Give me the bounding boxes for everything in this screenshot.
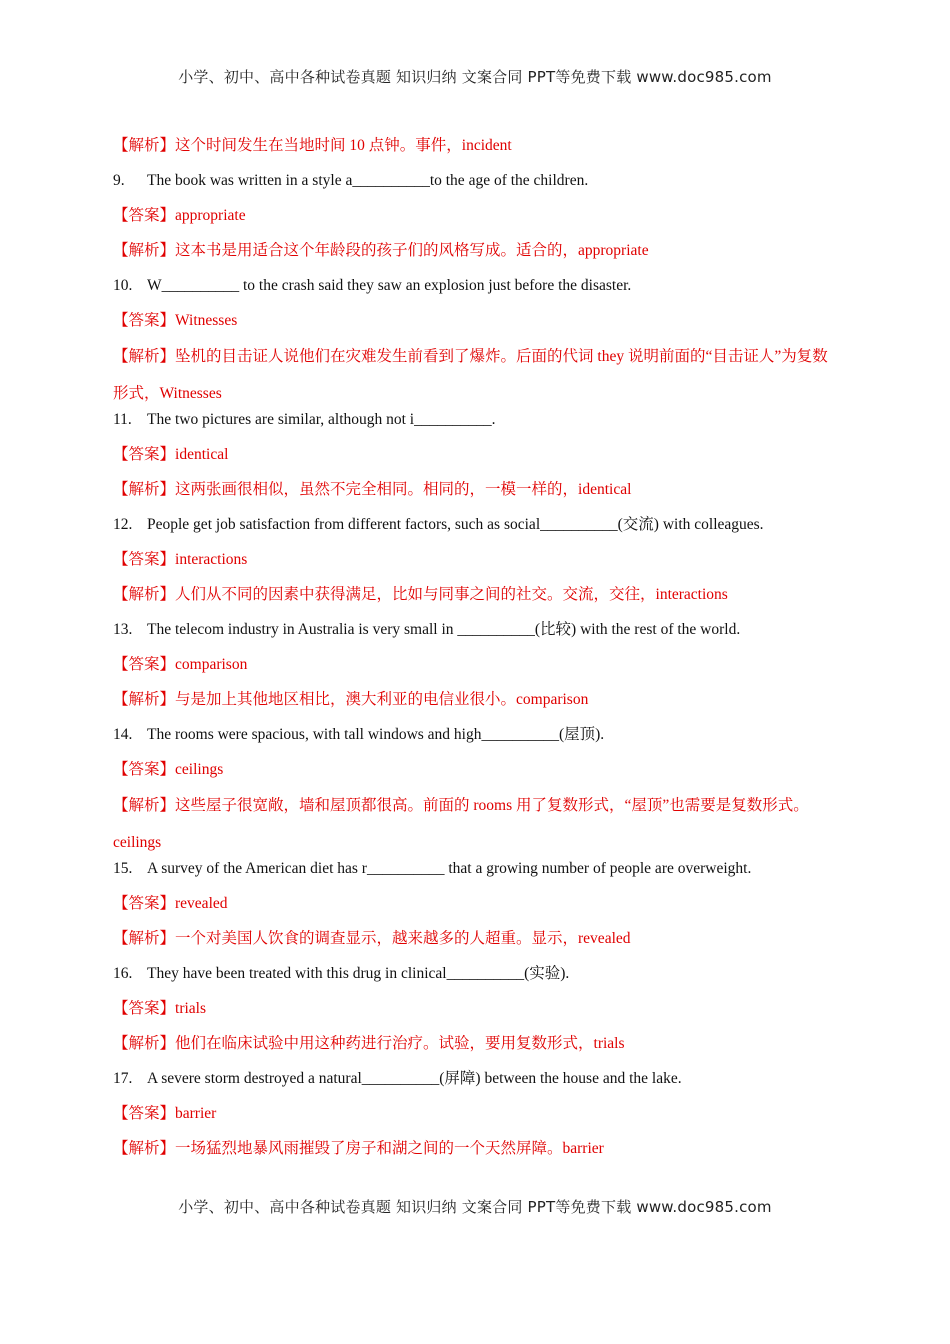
- question-text: The rooms were spacious, with tall windows and high__________(屋顶).: [147, 726, 605, 743]
- header-banner: 小学、初中、高中各种试卷真题 知识归纳 文案合同 PPT等免费下载 www.doc985.com: [178, 68, 772, 86]
- answer-label: 【答案】: [113, 207, 176, 224]
- question-14: [113, 725, 843, 760]
- explanation-9: [113, 241, 843, 276]
- answer-11: [113, 445, 843, 480]
- question-9: [113, 171, 843, 206]
- answer-text: trials: [175, 1000, 207, 1017]
- exercise-content: [113, 136, 843, 1174]
- explanation-label: 【解析】: [113, 1140, 176, 1157]
- question-text: A severe storm destroyed a natural__________(屏障) between the house and the lake.: [147, 1070, 682, 1087]
- explanation-label: 【解析】: [113, 348, 176, 365]
- answer-12: [113, 550, 843, 585]
- answer-text: appropriate: [175, 207, 246, 224]
- answer-label: 【答案】: [113, 895, 176, 912]
- intro-explanation: 【解析】这个时间发生在当地时间 10 点钟。事件，incident: [113, 137, 512, 154]
- explanation-label: 【解析】: [113, 242, 176, 259]
- explanation-text: 这两张画很相似，虽然不完全相同。相同的，一模一样的，identical: [175, 481, 632, 498]
- question-number: 16.: [113, 965, 133, 982]
- answer-15: [113, 894, 843, 929]
- answer-label: 【答案】: [113, 551, 176, 568]
- explanation-label: 【解析】: [113, 930, 176, 947]
- answer-label: 【答案】: [113, 312, 176, 329]
- answer-text: barrier: [175, 1105, 217, 1122]
- explanation-label: 【解析】: [113, 691, 176, 708]
- question-text: The two pictures are similar, although not i__________.: [147, 411, 496, 428]
- answer-9: [113, 206, 843, 241]
- answer-text: identical: [175, 446, 229, 463]
- explanation-label: 【解析】: [113, 586, 176, 603]
- question-number: 11.: [113, 411, 132, 428]
- answer-text: comparison: [175, 656, 248, 673]
- explanation-text: 他们在临床试验中用这种药进行治疗。试验，要用复数形式，trials: [175, 1035, 625, 1052]
- explanation-15: [113, 929, 843, 964]
- explanation-12: [113, 585, 843, 620]
- question-number: 9.: [113, 172, 125, 189]
- question-text: The book was written in a style a__________to the age of the children.: [147, 172, 589, 189]
- answer-text: ceilings: [175, 761, 224, 778]
- answer-label: 【答案】: [113, 761, 176, 778]
- explanation-text: 这些屋子很宽敞，墙和屋顶都很高。前面的 rooms 用了复数形式，“屋顶”也需要是复数形式。ceilings: [113, 797, 809, 851]
- footer-banner: 小学、初中、高中各种试卷真题 知识归纳 文案合同 PPT等免费下载 www.doc985.com: [178, 1198, 772, 1216]
- explanation-label: 【解析】: [113, 1035, 176, 1052]
- answer-text: revealed: [175, 895, 228, 912]
- question-16: [113, 964, 843, 999]
- question-13: [113, 620, 843, 655]
- explanation-text: 一个对美国人饮食的调查显示，越来越多的人超重。显示，revealed: [175, 930, 631, 947]
- question-12: [113, 515, 843, 550]
- answer-17: [113, 1104, 843, 1139]
- explanation-text: 与是加上其他地区相比，澳大利亚的电信业很小。comparison: [175, 691, 589, 708]
- question-text: People get job satisfaction from different factors, such as social__________(交流) with colleagues.: [147, 516, 764, 533]
- answer-label: 【答案】: [113, 1000, 176, 1017]
- question-17: [113, 1069, 843, 1104]
- explanation-16: [113, 1034, 843, 1069]
- explanation-text: 人们从不同的因素中获得满足，比如与同事之间的社交。交流，交往，interactions: [175, 586, 728, 603]
- question-text: They have been treated with this drug in clinical__________(实验).: [147, 965, 570, 982]
- question-10: [113, 276, 843, 311]
- explanation-10: [113, 338, 843, 412]
- answer-13: [113, 655, 843, 690]
- explanation-text: 一场猛烈地暴风雨摧毁了房子和湖之间的一个天然屏障。barrier: [175, 1140, 604, 1157]
- question-11: [113, 410, 843, 445]
- question-text: W__________ to the crash said they saw an explosion just before the disaster.: [147, 277, 632, 294]
- explanation-label: 【解析】: [113, 481, 176, 498]
- explanation-13: [113, 690, 843, 725]
- explanation-text: 坠机的目击证人说他们在灾难发生前看到了爆炸。后面的代词 they 说明前面的“目击证人”为复数形式，Witnesses: [113, 348, 828, 402]
- answer-16: [113, 999, 843, 1034]
- explanation-label: 【解析】: [113, 137, 176, 154]
- answer-label: 【答案】: [113, 1105, 176, 1122]
- question-text: A survey of the American diet has r__________ that a growing number of people are overweight.: [147, 860, 752, 877]
- explanation-17: [113, 1139, 843, 1174]
- question-number: 12.: [113, 516, 133, 533]
- answer-label: 【答案】: [113, 446, 176, 463]
- answer-label: 【答案】: [113, 656, 176, 673]
- explanation-text: 这本书是用适合这个年龄段的孩子们的风格写成。适合的，appropriate: [175, 242, 649, 259]
- explanation-11: [113, 480, 843, 515]
- question-number: 13.: [113, 621, 133, 638]
- explanation-14: [113, 787, 843, 861]
- question-15: [113, 859, 843, 894]
- question-text: The telecom industry in Australia is very small in __________(比较) with the rest of the world.: [147, 621, 741, 638]
- answer-text: interactions: [175, 551, 248, 568]
- explanation-label: 【解析】: [113, 797, 176, 814]
- question-number: 10.: [113, 277, 133, 294]
- question-number: 15.: [113, 860, 133, 877]
- answer-text: Witnesses: [175, 312, 238, 329]
- question-number: 17.: [113, 1070, 133, 1087]
- question-number: 14.: [113, 726, 133, 743]
